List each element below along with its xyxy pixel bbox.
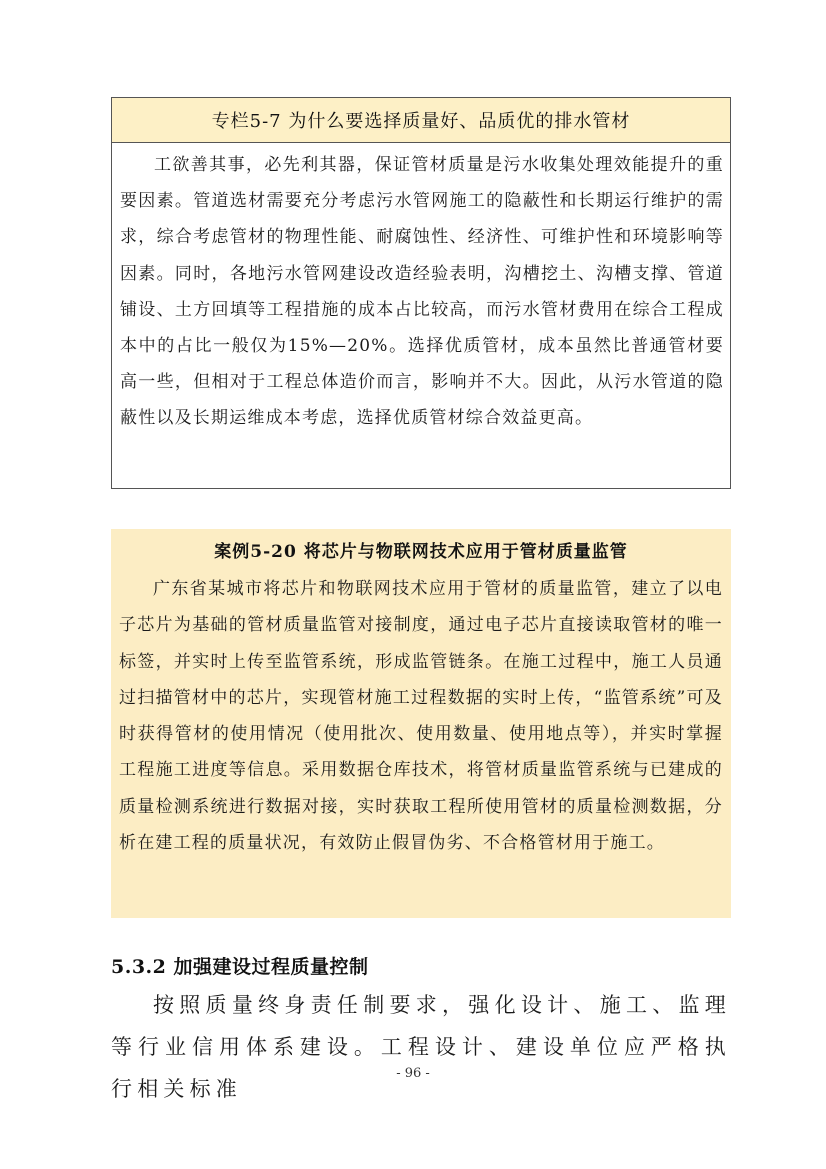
section-body [111,984,731,1110]
case-paragraph: 广东省某城市将芯片和物联网技术应用于管材的质量监管，建立了以电子芯片为基础的管材质量监管对接制度，通过电子芯片直接读取管材的唯一标签，并实时上传至监管系统，形成监管链条。在施工过程中，施工人员通过扫描管材中的芯片，实现管材施工过程数据的实时上传，“监管系统”可及时获得管材的使用情况（使用批次、使用数量、使用地点等），并实时掌握工程施工进度等信息。采用数据仓库技术，将管材质量监管系统与已建成的质量检测系统进行数据对接，实时获取工程所使用管材的质量检测数据，分析在建工程的质量状况，有效防止假冒伪劣、不合格管材用于施工。 [119,579,723,854]
column-paragraph: 工欲善其事，必先利其器，保证管材质量是污水收集处理效能提升的重要因素。管道选材需要充分考虑污水管网施工的隐蔽性和长期运行维护的需求，综合考虑管材的物理性能、耐腐蚀性、经济性、可维护性和环境影响等因素。同时，各地污水管网建设改造经验表明，沟槽挖土、沟槽支撑、管道铺设、土方回填等工程措施的成本占比较高，而污水管材费用在综合工程成本中的占比一般仅为15%—20%。选择优质管材，成本虽然比普通管材要高一些，但相对于工程总体造价而言，影响并不大。因此，从污水管道的隐蔽性以及长期运维成本考虑，选择优质管材综合效益更高。 [120,155,724,429]
case-body [119,571,723,861]
column-title: 专栏5-7 为什么要选择质量好、品质优的排水管材 [112,98,730,143]
page-number: - 96 - [396,1066,430,1081]
section-paragraph: 按照质量终身责任制要求，强化设计、施工、监理等行业信用体系建设。工程设计、建设单位应严格执行相关标准 [111,993,731,1101]
section-heading: 5.3.2 加强建设过程质量控制 [111,956,369,978]
case-box [111,529,731,918]
case-title: 案例5-20 将芯片与物联网技术应用于管材质量监管 [214,542,628,562]
column-box [111,97,731,489]
column-body [112,143,730,437]
